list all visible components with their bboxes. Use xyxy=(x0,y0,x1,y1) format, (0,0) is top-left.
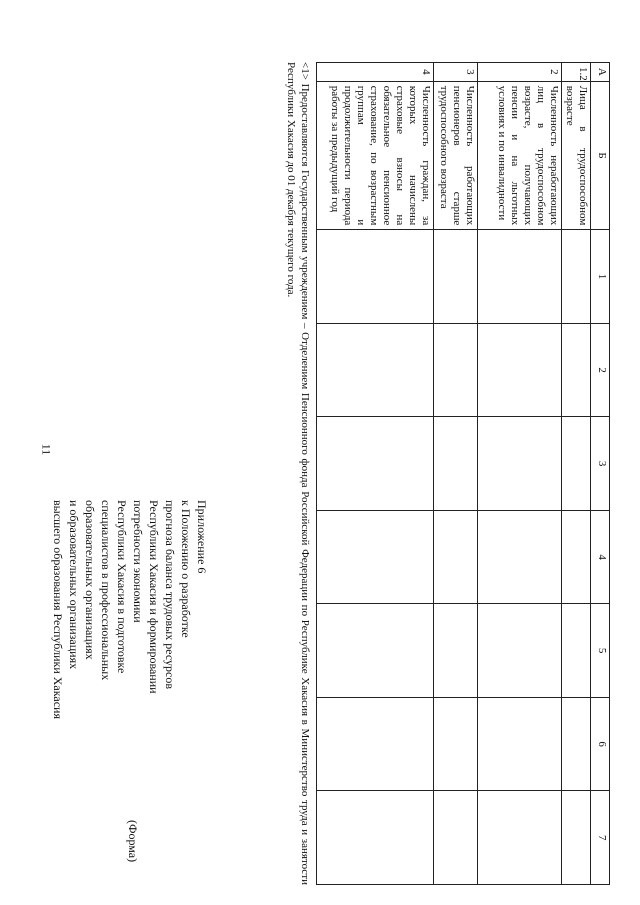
table-row xyxy=(562,63,591,885)
row-label: Численность неработающих лиц в трудоспособном возрасте, получающих пенсии и на льготных условиях и по инвалидности xyxy=(478,81,562,230)
column-header: 5 xyxy=(591,604,610,698)
footnote: <1> Предоставляются Государственным учреждением – Отделением Пенсионного фонда Российской Федерации по Республике Хакасия в Министерство труда и занятости Республики Хакасия до 01 декабря текущего года. xyxy=(285,62,311,885)
column-header: А xyxy=(591,63,610,82)
table-row xyxy=(317,63,434,885)
row-label: Численность работающих пенсионеров старше трудоспособного возраста xyxy=(434,81,478,230)
column-header: 2 xyxy=(591,323,610,417)
column-header: Б xyxy=(591,81,610,230)
table-header-row xyxy=(591,63,610,885)
row-label: Численность граждан, за которых начислены страховые взносы на обязательное пенсионное страхование, по возрастным группам и продолжительности периода работы за предыдущий год xyxy=(317,81,434,230)
appendix-line: Приложение 6 xyxy=(195,500,209,574)
row-number: 3 xyxy=(434,63,478,82)
row-number: 1.2 xyxy=(562,63,591,82)
appendix-line: потребности экономики xyxy=(131,500,145,623)
row-label: Лица в трудоспособном возрасте xyxy=(562,81,591,230)
appendix-line: Республики Хакасия в подготовке xyxy=(115,500,129,674)
data-table xyxy=(316,62,610,885)
appendix-line: к Положению о разработке xyxy=(179,500,193,638)
column-header: 6 xyxy=(591,697,610,791)
column-header: 7 xyxy=(591,791,610,885)
rotated-page-content xyxy=(51,40,610,885)
row-number: 4 xyxy=(317,63,434,82)
data-table-container xyxy=(316,62,610,885)
table-row xyxy=(434,63,478,885)
form-label: (Форма) xyxy=(126,820,140,863)
row-number: 2 xyxy=(478,63,562,82)
column-header: 4 xyxy=(591,510,610,604)
table-row xyxy=(478,63,562,885)
column-header: 1 xyxy=(591,230,610,324)
appendix-line: Республики Хакасия и формировании xyxy=(147,500,161,694)
column-header: 3 xyxy=(591,417,610,511)
appendix-line: специалистов в профессиональных xyxy=(99,500,113,681)
page-number: 11 xyxy=(39,443,54,456)
appendix-line: образовательных организациях xyxy=(83,500,97,660)
appendix-line: и образовательных организациях xyxy=(67,500,81,670)
appendix-line: прогноза баланса трудовых ресурсов xyxy=(163,500,177,689)
appendix-line: высшего образования Республики Хакасия xyxy=(51,500,65,719)
